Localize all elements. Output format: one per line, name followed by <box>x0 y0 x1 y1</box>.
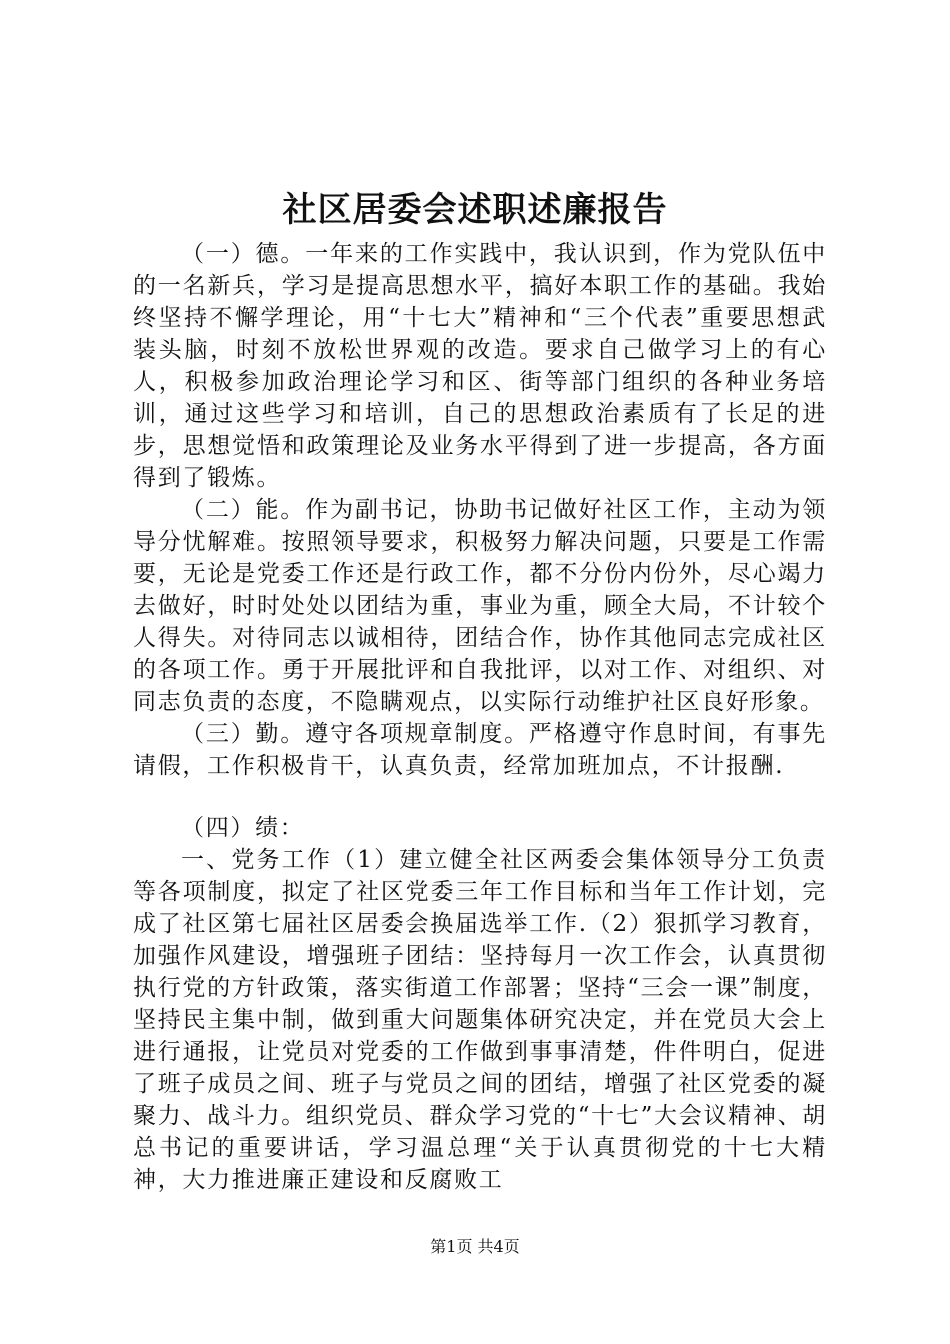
paragraph-party-work: 一、党务工作（1）建立健全社区两委会集体领导分工负责等各项制度，拟定了社区党委三年工作目标和当年工作计划，完成了社区第七届社区居委会换届选举工作.（2）狠抓学习教育，加强作风建设，增强班子团结：坚持每月一次工作会，认真贯彻执行党的方针政策，落实街道工作部署；坚持“三会一课”制度，坚持民主集中制，做到重大问题集体研究决定，并在党员大会上进行通报，让党员对党委的工作做到事事清楚，件件明白，促进了班子成员之间、班子与党员之间的团结，增强了社区党委的凝聚力、战斗力。组织党员、群众学习党的“十七”大会议精神、胡总书记的重要讲话，学习温总理“关于认真贯彻党的十七大精神，大力推进廉正建设和反腐败工 <box>133 847 827 1193</box>
paragraph-virtue: （一）德。一年来的工作实践中，我认识到，作为党队伍中的一名新兵，学习是提高思想水平，搞好本职工作的基础。我始终坚持不懈学理论，用“十七大”精神和“三个代表”重要思想武装头脑，时刻不放松世界观的改造。要求自己做学习上的有心人，积极参加政治理论学习和区、街等部门组织的各种业务培训，通过这些学习和培训，自己的思想政治素质有了长足的进步，思想觉悟和政策理论及业务水平得到了进一步提高，各方面得到了锻炼。 <box>133 241 827 491</box>
document-title: 社区居委会述职述廉报告 <box>282 190 668 230</box>
document-body <box>133 238 827 1196</box>
paragraph-ability: （二）能。作为副书记，协助书记做好社区工作，主动为领导分忧解难。按照领导要求，积极努力解决问题，只要是工作需要，无论是党委工作还是行政工作，都不分份内份外，尽心竭力去做好，时时处处以团结为重，事业为重，顾全大局，不计较个人得失。对待同志以诚相待，团结合作，协作其他同志完成社区的各项工作。勇于开展批评和自我批评，以对工作、对组织、对同志负责的态度，不隐瞒观点，以实际行动维护社区良好形象。 <box>133 497 827 715</box>
paragraph-diligence: （三）勤。遵守各项规章制度。严格遵守作息时间，有事先请假，工作积极肯干，认真负责，经常加班加点，不计报酬. <box>133 721 827 779</box>
paragraph-achievements-heading: （四）绩： <box>181 815 305 841</box>
page-number-footer: 第1页 共4页 <box>430 1237 520 1256</box>
